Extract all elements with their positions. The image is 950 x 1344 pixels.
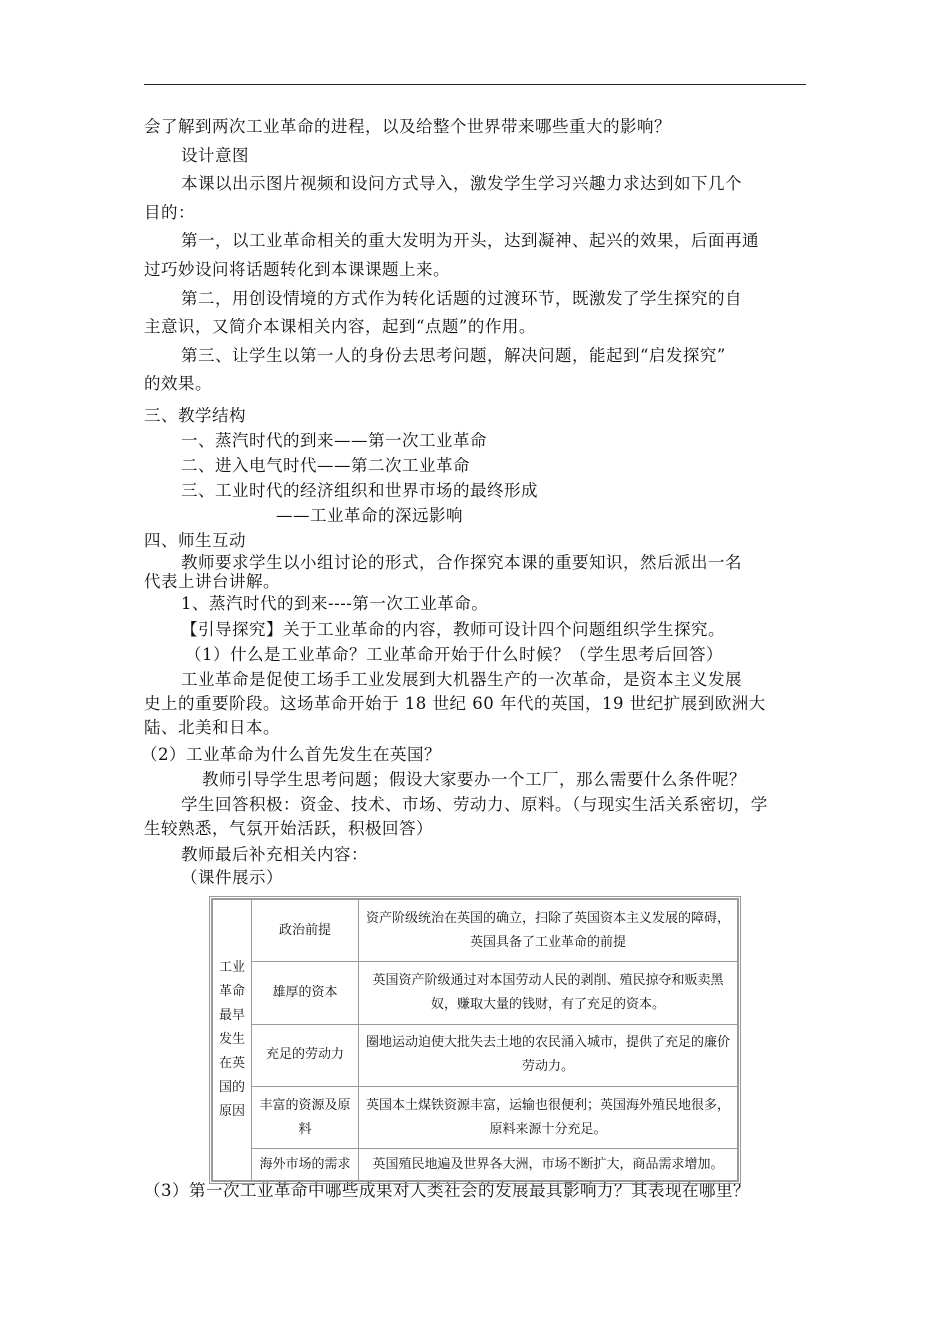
table-row	[213, 900, 738, 962]
factor-cell: 丰富的资源及原料	[252, 1086, 359, 1148]
text-line: 第二，用创设情境的方式作为转化话题的过渡环节，既激发了学生探究的自	[181, 289, 742, 308]
detail-cell: 英国资产阶级通过对本国劳动人民的剥削、殖民掠夺和贩卖黑奴，赚取大量的钱财，有了充足的资本。	[359, 962, 738, 1024]
text-line: 会了解到两次工业革命的进程，以及给整个世界带来哪些重大的影响？	[144, 117, 671, 136]
reasons-table	[209, 896, 741, 1184]
text-line: （2）工业革命为什么首先发生在英国？	[141, 745, 441, 764]
table-row	[213, 1149, 738, 1181]
text-line: 1、蒸汽时代的到来----第一次工业革命。	[181, 594, 489, 613]
text-line: 第一，以工业革命相关的重大发明为开头，达到凝神、起兴的效果，后面再通	[181, 231, 759, 250]
table-row	[213, 962, 738, 1024]
table-heading: 工业革命最早发生在英国的原因	[218, 960, 245, 1119]
table-row	[213, 1024, 738, 1086]
detail-cell: 英国殖民地遍及世界各大洲，市场不断扩大，商品需求增加。	[359, 1149, 738, 1181]
reasons-table-grid	[212, 899, 738, 1181]
text-line: 代表上讲台讲解。	[144, 572, 280, 591]
text-line: （1）什么是工业革命？工业革命开始于什么时候？（学生思考后回答）	[185, 645, 723, 664]
text-line: 教师引导学生思考问题；假设大家要办一个工厂，那么需要什么条件呢？	[202, 770, 746, 789]
text-line: （课件展示）	[181, 868, 283, 887]
text-line: 主意识，又简介本课相关内容，起到“点题”的作用。	[144, 317, 536, 336]
text-line: 三、工业时代的经济组织和世界市场的最终形成	[181, 481, 538, 500]
table-heading-cell	[213, 900, 252, 1181]
table-row	[213, 1086, 738, 1148]
text-line: 设计意图	[181, 146, 249, 165]
text-line: 四、师生互动	[144, 531, 246, 550]
detail-cell: 英国本土煤铁资源丰富，运输也很便利；英国海外殖民地很多，原料来源十分充足。	[359, 1086, 738, 1148]
detail-cell: 资产阶级统治在英国的确立，扫除了英国资本主义发展的障碍，英国具备了工业革命的前提	[359, 900, 738, 962]
text-line: 工业革命是促使工场手工业发展到大机器生产的一次革命，是资本主义发展	[181, 670, 742, 689]
text-line: 目的：	[144, 203, 195, 222]
factor-cell: 充足的劳动力	[252, 1024, 359, 1086]
text-line: 第三、让学生以第一人的身份去思考问题，解决问题，能起到“启发探究”	[181, 346, 726, 365]
text-line: 【引导探究】关于工业革命的内容，教师可设计四个问题组织学生探究。	[181, 620, 725, 639]
text-line: 过巧妙设问将话题转化到本课课题上来。	[144, 260, 450, 279]
factor-cell: 海外市场的需求	[252, 1149, 359, 1181]
text-line: 教师最后补充相关内容：	[181, 845, 368, 864]
text-line: 二、进入电气时代——第二次工业革命	[181, 456, 470, 475]
detail-cell: 圈地运动迫使大批失去土地的农民涌入城市，提供了充足的廉价劳动力。	[359, 1024, 738, 1086]
text-line: 陆、北美和日本。	[144, 718, 280, 737]
text-line: 史上的重要阶段。这场革命开始于 18 世纪 60 年代的英国，19 世纪扩展到欧洲大	[144, 694, 766, 713]
text-line: ——工业革命的深远影响	[276, 506, 463, 525]
header-rule	[144, 84, 806, 85]
text-line: 学生回答积极：资金、技术、市场、劳动力、原料。（与现实生活关系密切，学	[181, 795, 768, 814]
text-line: 本课以出示图片视频和设问方式导入，激发学生学习兴趣力求达到如下几个	[181, 174, 742, 193]
text-line: 教师要求学生以小组讨论的形式，合作探究本课的重要知识，然后派出一名	[181, 553, 742, 572]
factor-cell: 政治前提	[252, 900, 359, 962]
text-line: 的效果。	[144, 374, 212, 393]
text-line: （3）第一次工业革命中哪些成果对人类社会的发展最具影响力？其表现在哪里？	[144, 1181, 750, 1200]
text-line: 三、教学结构	[144, 406, 246, 425]
factor-cell: 雄厚的资本	[252, 962, 359, 1024]
text-line: 生较熟悉，气氛开始活跃，积极回答）	[144, 819, 433, 838]
text-line: 一、蒸汽时代的到来——第一次工业革命	[181, 431, 487, 450]
